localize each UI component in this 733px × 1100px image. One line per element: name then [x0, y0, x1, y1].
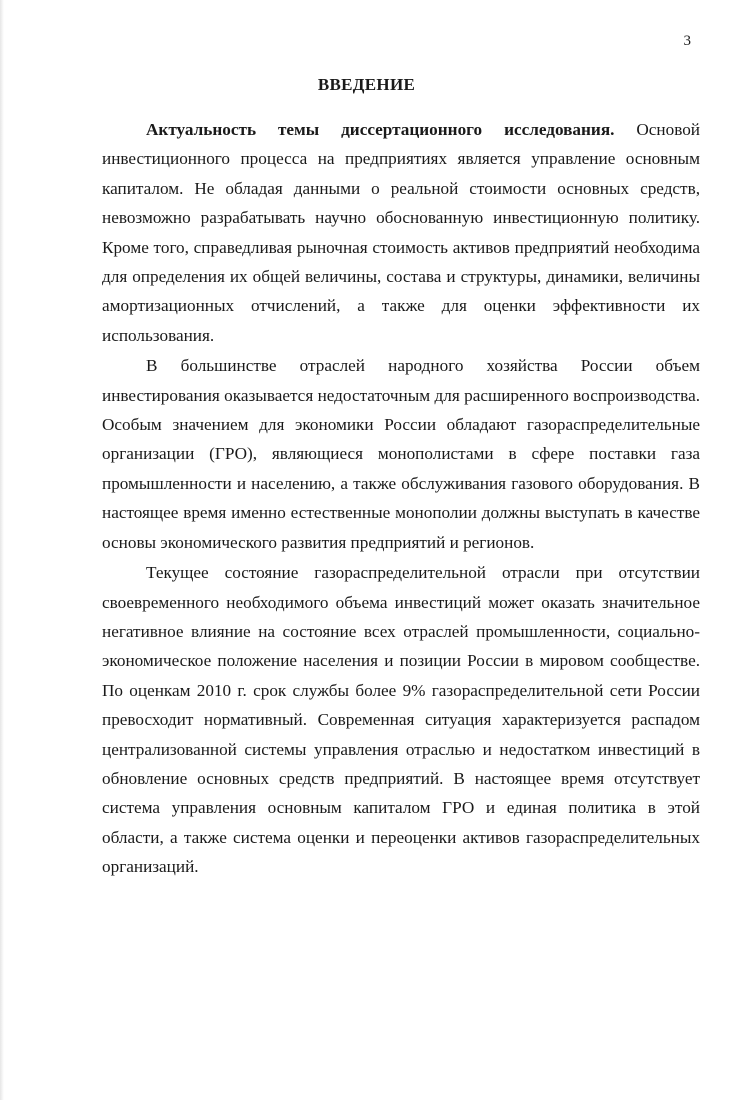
paragraph-current-state	[102, 558, 700, 881]
paragraph-text: В большинстве отраслей народного хозяйства России объем инвестирования оказывается недостаточным для расширенного воспроизводства. Особым значением для экономики России обладают газораспределительные организации (ГРО), являющиеся монополистами в сфере поставки газа промышленности и населению, а также обслуживания газового оборудования. В настоящее время именно естественные монополии должны выступать в качестве основы экономического развития предприятий и регионов.	[102, 356, 700, 552]
scan-edge-shadow	[0, 0, 4, 1100]
paragraph-lead: Актуальность темы диссертационного исследования.	[146, 120, 615, 139]
paragraph-investment	[102, 351, 700, 557]
section-heading: ВВЕДЕНИЕ	[317, 75, 416, 94]
paragraph-text: Текущее состояние газораспределительной отрасли при отсутствии своевременного необходимого объема инвестиций может оказать значительное негативное влияние на состояние всех отраслей промышленности, социально-экономическое положение населения и позиции России в мировом сообществе. По оценкам 2010 г. срок службы более 9% газораспределительной сети России превосходит нормативный. Современная ситуация характеризуется распадом централизованной системы управления отраслью и недостатком инвестиций в обновление основных средств предприятий. В настоящее время отсутствует система управления основным капиталом ГРО и единая политика в этой области, а также система оценки и переоценки активов газораспределительных организаций.	[102, 563, 700, 877]
paragraph-relevance	[102, 115, 700, 350]
paragraph-text: Основой инвестиционного процесса на предприятиях является управление основным капиталом. Не обладая данными о реальной стоимости основных средств, невозможно разрабатывать научно обоснованную инвестиционную политику. Кроме того, справедливая рыночная стоимость активов предприятий необходима для определения их общей величины, состава и структуры, динамики, величины амортизационных отчислений, а также для оценки эффективности их использования.	[102, 120, 700, 345]
page-number: 3	[683, 33, 691, 49]
body-text	[102, 115, 700, 883]
